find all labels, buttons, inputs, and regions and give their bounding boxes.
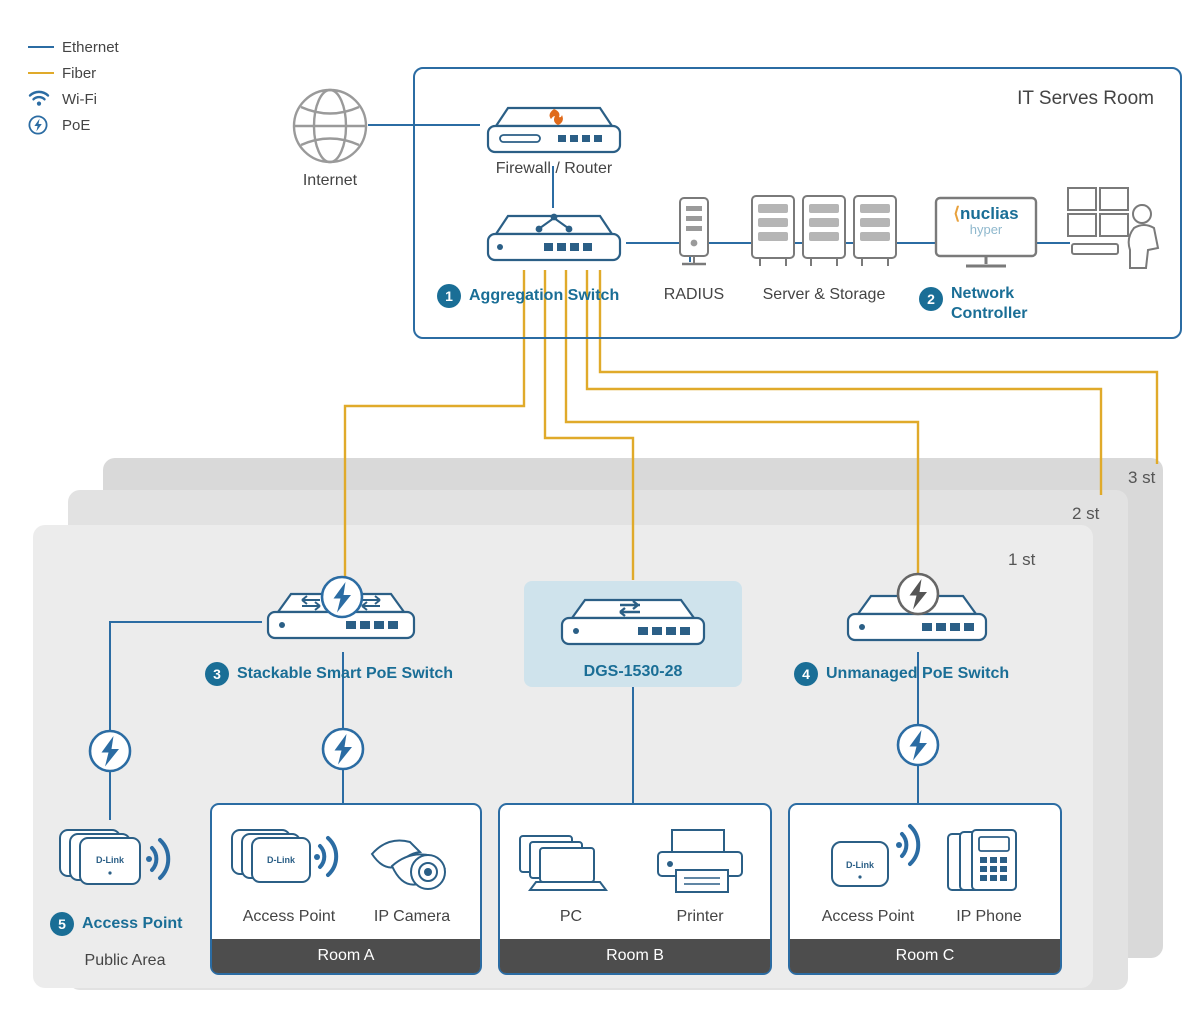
svg-text:D-Link: D-Link <box>846 860 874 870</box>
it-serves-room-title: IT Serves Room <box>1017 88 1154 109</box>
svg-text:D-Link: D-Link <box>267 855 295 865</box>
network-controller-label-1: Network <box>951 285 1015 302</box>
network-controller-label-2: Controller <box>951 305 1028 322</box>
firewall-router-icon <box>478 100 630 166</box>
room-a-device-label-1: Access Point <box>242 908 336 925</box>
floor-label-2: 2 st <box>1072 504 1100 523</box>
poe-icon <box>321 726 365 772</box>
radius-label: RADIUS <box>663 286 725 303</box>
server-storage-icon <box>748 192 900 272</box>
room-b-name: Room B <box>500 939 770 973</box>
step-badge-1: 1 <box>437 284 461 308</box>
poe-icon <box>88 728 132 774</box>
aggregation-switch-label: Aggregation Switch <box>469 287 620 304</box>
pc-icon <box>518 828 624 894</box>
unmanaged-poe-switch-label: Unmanaged PoE Switch <box>826 665 1010 682</box>
legend-label: Fiber <box>62 64 97 82</box>
step-badge-4: 4 <box>794 662 818 686</box>
unmanaged-poe-switch-node[interactable] <box>794 662 1009 686</box>
public-area-access-point-icon <box>56 818 188 894</box>
legend-label: Wi-Fi <box>62 90 97 108</box>
server-storage-label: Server & Storage <box>762 286 886 303</box>
internet-icon <box>292 88 368 164</box>
room-a-device-label-2: IP Camera <box>373 908 451 925</box>
room-c-name: Room C <box>790 939 1060 973</box>
legend-label: PoE <box>62 116 91 134</box>
step-badge-2: 2 <box>919 287 943 311</box>
access-point-icon <box>826 820 936 894</box>
access-point-icon <box>228 818 352 890</box>
floor-label-3: 3 st <box>1128 468 1156 487</box>
room-b-device-label-1: PC <box>559 908 583 925</box>
nuclias-brand-name: nuclias <box>960 204 1019 223</box>
public-area-label: Public Area <box>84 952 166 969</box>
dgs-1530-28-icon <box>552 592 714 654</box>
ip-phone-icon <box>946 826 1038 896</box>
internet-label: Internet <box>302 172 358 189</box>
aggregation-switch-icon <box>478 208 630 270</box>
floor-label-1: 1 st <box>1008 550 1036 569</box>
aggregation-switch-node[interactable] <box>437 284 619 308</box>
room-c-device-label-2: IP Phone <box>956 908 1022 925</box>
admin-workstation-icon <box>1066 186 1170 276</box>
legend-label: Ethernet <box>62 38 119 56</box>
public-area-access-point-label: Access Point <box>82 915 183 932</box>
svg-text:D-Link: D-Link <box>96 855 124 865</box>
poe-icon <box>896 572 940 616</box>
stackable-smart-poe-switch-label: Stackable Smart PoE Switch <box>237 665 454 682</box>
room-c-device-label-1: Access Point <box>821 908 915 925</box>
room-a-name: Room A <box>212 939 480 973</box>
radius-server-icon <box>674 196 714 272</box>
dgs-1530-28-label[interactable]: DGS-1530-28 <box>583 663 683 680</box>
step-badge-3: 3 <box>205 662 229 686</box>
nuclias-brand: ⟨nuclias hyper <box>944 205 1028 237</box>
public-area-access-point-node[interactable] <box>50 912 182 936</box>
poe-icon <box>320 575 364 619</box>
ip-camera-icon <box>366 832 458 894</box>
poe-icon <box>896 722 940 768</box>
nuclias-brand-sub: hyper <box>969 221 1003 237</box>
firewall-router-label: Firewall / Router <box>495 160 613 177</box>
printer-icon <box>650 828 750 894</box>
stackable-smart-poe-switch-node[interactable] <box>205 662 453 686</box>
room-b-device-label-2: Printer <box>676 908 724 925</box>
step-badge-5: 5 <box>50 912 74 936</box>
network-controller-node[interactable] <box>919 284 1027 324</box>
